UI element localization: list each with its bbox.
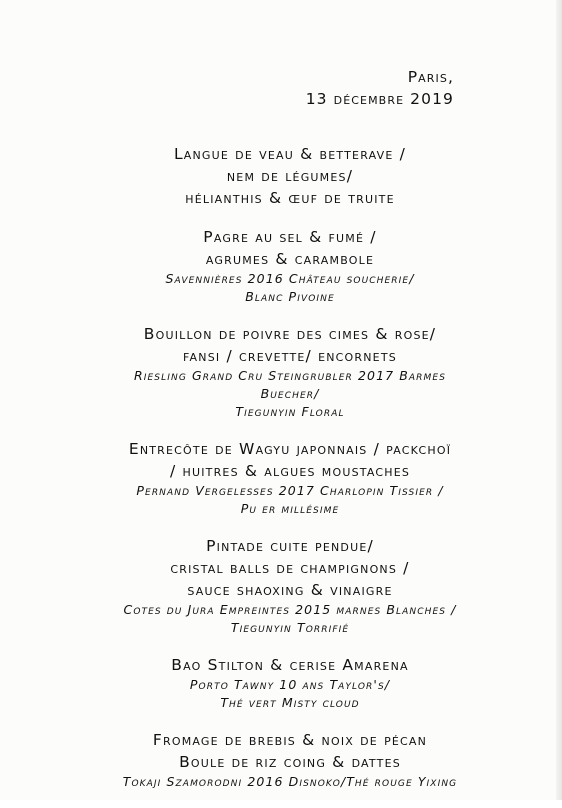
course-block <box>0 438 562 518</box>
menu-header <box>306 66 454 110</box>
wine-pairing-line: Thé vert Misty cloud <box>220 695 360 710</box>
dish-line: Bao Stilton & cerise Amarena <box>171 656 409 674</box>
dish-line: Entrecôte de Wagyu japonnais / packchoï <box>128 440 452 458</box>
course-block <box>0 226 562 306</box>
dish-line: agrumes & carambole <box>205 250 375 268</box>
dish-line: cristal balls de champignons / <box>170 559 410 577</box>
wine-pairing-line: Porto Tawny 10 ans Taylor's/ <box>189 677 391 692</box>
wine-pairing-line: Blanc Pivoine <box>245 289 335 304</box>
dish-line: Boule de riz coing & dattes <box>179 753 401 771</box>
menu-courses <box>0 143 562 808</box>
course-block <box>0 143 562 209</box>
wine-pairing-line: Pernand Vergelesses 2017 Charlopin Tissier / <box>136 483 444 498</box>
dish-line: Pintade cuite pendue/ <box>206 537 374 555</box>
wine-pairing-line: Tiegunyin Floral <box>235 404 345 419</box>
dish-line: hélianthis & œuf de truite <box>185 189 395 207</box>
dish-line: / huitres & algues moustaches <box>169 462 411 480</box>
dish-line: fansi / crevette/ encornets <box>183 347 397 365</box>
wine-pairing-line: Cotes du Jura Empreintes 2015 marnes Blanches / <box>123 602 457 617</box>
course-block <box>0 654 562 712</box>
header-date: 13 décembre 2019 <box>305 90 454 108</box>
wine-pairing-line: Pu er millésime <box>240 501 340 516</box>
dish-line: Fromage de brebis & noix de pécan <box>152 731 428 749</box>
course-block <box>0 535 562 637</box>
wine-pairing-line: Tokaji Szamorodni 2016 Disnoko/Thé rouge Yixing <box>122 774 458 789</box>
wine-pairing-line: Tiegunyin Torrifié <box>230 620 350 635</box>
course-block <box>0 323 562 421</box>
dish-line: Langue de veau & betterave / <box>173 145 407 163</box>
dish-line: Bouillon de poivre des cimes & rose/ <box>143 325 437 343</box>
course-block <box>0 729 562 791</box>
header-city: Paris, <box>407 68 454 86</box>
dish-line: nem de légumes/ <box>226 167 354 185</box>
wine-pairing-line: Riesling Grand Cru Steingrubler 2017 Barmes <box>133 368 447 383</box>
dish-line: sauce shaoxing & vinaigre <box>187 581 393 599</box>
wine-pairing-line: Savennières 2016 Château soucherie/ <box>165 271 415 286</box>
dish-line: Pagre au sel & fumé / <box>203 228 377 246</box>
wine-pairing-line: Buecher/ <box>260 386 320 401</box>
